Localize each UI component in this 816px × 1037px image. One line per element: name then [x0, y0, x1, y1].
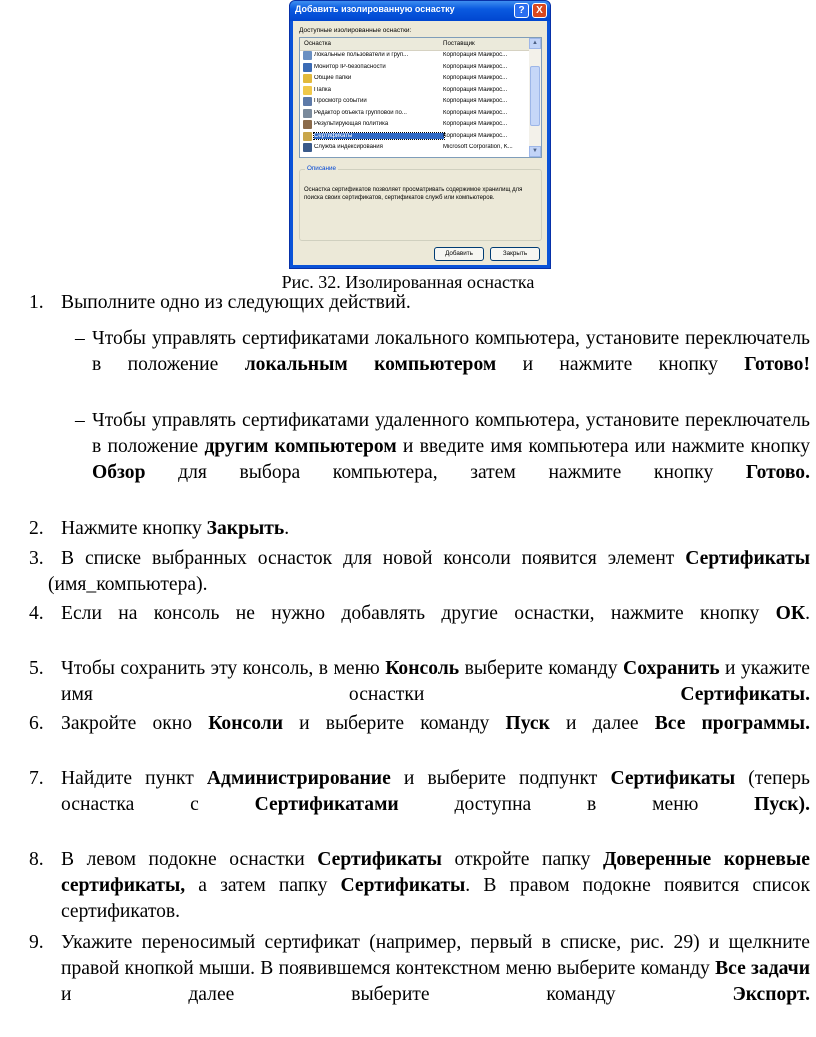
available-snapins-label: Доступные изолированные оснастки: — [299, 27, 412, 34]
step-6: Закройте окно Консоли и выберите команду Пуск и далее Все программы. — [61, 713, 810, 734]
snapin-vendor: Microsoft Corporation, K... — [443, 144, 513, 150]
snapin-row[interactable] — [300, 108, 529, 120]
snapin-name: Служба индексирования — [314, 144, 383, 150]
snapin-rows — [300, 50, 529, 154]
snapin-row[interactable] — [300, 85, 529, 97]
snapin-name: Просмотр событий — [314, 98, 367, 104]
indexing-service-icon — [303, 143, 312, 152]
snapin-list[interactable] — [299, 37, 542, 158]
list-scrollbar[interactable] — [529, 38, 541, 157]
event-viewer-icon — [303, 97, 312, 106]
dialog-title: Добавить изолированную оснастку — [295, 4, 455, 14]
step-number: 7. — [29, 768, 44, 789]
snapin-vendor: Корпорация Майкрос... — [443, 52, 508, 58]
step-4: Если на консоль не нужно добавлять другие оснастки, нажмите кнопку ОК. — [61, 603, 810, 624]
snapin-name: Редактор объекта групповой по... — [314, 109, 407, 116]
bullet-local-computer: Чтобы управлять сертификатами локального компьютера, установите переключатель в положение локальным компьютером и нажмите кнопку Готово! — [92, 328, 810, 375]
snapin-vendor: Корпорация Майкрос... — [443, 86, 508, 93]
snapin-vendor: Корпорация Майкрос... — [443, 109, 508, 116]
snapin-row[interactable] — [300, 62, 529, 74]
close-window-button[interactable]: X — [532, 3, 547, 18]
snapin-name: Локальные пользователи и груп... — [314, 52, 409, 58]
snapin-row[interactable] — [300, 119, 529, 131]
scroll-down-button[interactable]: ▼ — [529, 146, 541, 157]
snapin-name: Результирующая политика — [314, 121, 389, 127]
snapin-row[interactable] — [300, 50, 529, 62]
snapin-row[interactable] — [300, 96, 529, 108]
help-button[interactable]: ? — [514, 3, 529, 18]
description-title: Описание — [307, 165, 336, 172]
step-number: 5. — [29, 658, 44, 679]
dialog-titlebar[interactable] — [290, 1, 550, 21]
step-number: 9. — [29, 932, 44, 953]
step-3: В списке выбранных оснасток для новой консоли появится элемент Сертификаты (имя_компьютера). — [48, 548, 810, 595]
shared-folders-icon — [303, 74, 312, 83]
snapin-name: Папка — [314, 86, 331, 93]
ip-security-monitor-icon — [303, 63, 312, 72]
snapin-vendor: Корпорация Майкрос... — [443, 75, 508, 81]
figure-caption: Рис. 32. Изолированная оснастка — [281, 272, 535, 292]
step-8: В левом подокне оснастки Сертификаты откройте папку Доверенные корневые сертификаты, а затем папку Сертификаты. В правом подокне появится список сертификатов. — [61, 849, 811, 922]
close-dialog-button[interactable]: Закрыть — [490, 247, 540, 261]
snapin-row[interactable] — [300, 73, 529, 85]
step-1: Выполните одно из следующих действий. — [61, 292, 411, 313]
scroll-up-button[interactable]: ▲ — [529, 38, 541, 49]
snapin-vendor: Корпорация Майкрос... — [443, 121, 508, 127]
step-number: 6. — [29, 713, 44, 734]
step-number: 3. — [29, 548, 44, 569]
column-header-snapin[interactable]: Оснастка — [304, 40, 331, 47]
certificates-icon — [303, 132, 312, 141]
group-policy-icon — [303, 109, 312, 118]
step-number: 8. — [29, 849, 44, 870]
scroll-thumb[interactable] — [530, 66, 540, 126]
snapin-vendor: Корпорация Майкрос... — [443, 132, 508, 139]
snapin-vendor: Корпорация Майкрос... — [443, 98, 508, 104]
step-7: Найдите пункт Администрирование и выберите подпункт Сертификаты (теперь оснастка с Сертификатами доступна в меню Пуск). — [61, 768, 810, 815]
users-icon — [303, 51, 312, 60]
snapin-row[interactable] — [300, 142, 529, 154]
bullet-dash: – — [75, 410, 85, 431]
step-number: 1. — [29, 292, 44, 313]
step-5: Чтобы сохранить эту консоль, в меню Консоль выберите команду Сохранить и укажите имя оснастки Сертификаты. — [61, 658, 810, 705]
add-button[interactable]: Добавить — [434, 247, 484, 261]
dialog-client — [293, 21, 547, 265]
bullet-remote-computer: Чтобы управлять сертификатами удаленного компьютера, установите переключатель в положение другим компьютером и введите имя компьютера или нажмите кнопку Обзор для выбора компьютера, затем нажмите кнопку Готово. — [92, 410, 811, 483]
snapin-vendor: Корпорация Майкрос... — [443, 63, 508, 70]
snapin-name: Общие папки — [314, 75, 352, 81]
rsop-icon — [303, 120, 312, 129]
description-group — [299, 165, 542, 241]
step-9: Укажите переносимый сертификат (например, первый в списке, рис. 29) и щелкните правой кнопкой мыши. В появившемся контекстном меню выберите команду Все задачи и далее выберите команду Экспорт. — [61, 932, 810, 1005]
add-snapin-dialog — [289, 0, 551, 269]
snapin-row[interactable] — [300, 131, 529, 143]
step-number: 4. — [29, 603, 44, 624]
bullet-dash: – — [75, 328, 85, 349]
step-number: 2. — [29, 518, 44, 539]
snapin-name: Сертификаты — [314, 133, 444, 139]
snapin-name: Монитор IP-безопасности — [314, 63, 386, 70]
step-2: Нажмите кнопку Закрыть. — [61, 518, 290, 539]
description-text: Оснастка сертификатов позволяет просматривать содержимое хранилищ для поиска своих сертификатов, сертификатов служб или компьютеров. — [304, 187, 523, 201]
folder-icon — [303, 86, 312, 95]
column-header-vendor[interactable]: Поставщик — [443, 40, 475, 47]
